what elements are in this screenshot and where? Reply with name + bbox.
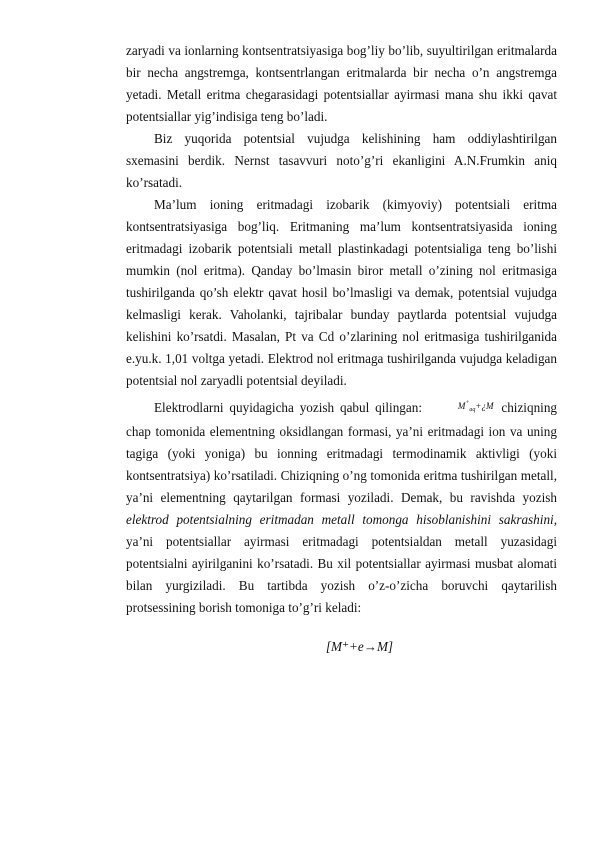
paragraph-4: [126, 392, 557, 619]
paragraph-2: Biz yuqorida potentsial vujudga kelishining ham oddiylashtirilgan sxemasini berdik. Nernst tasavvuri noto’g’ri ekanligini A.N.Frumkin aniq ko’rsatadi.: [126, 131, 557, 190]
paragraph-4-italic: elektrod potentsialning eritmadan metall tomonga hisoblanishini sakrashini,: [126, 512, 557, 527]
inline-formula: [430, 392, 494, 421]
formula-sub: aq: [469, 407, 476, 413]
paragraph-4-intro: Elektrodlarni quyidagicha yozish qabul qilingan:: [154, 400, 428, 415]
formula-sup: +: [465, 400, 470, 406]
formula-rest: +¿M: [475, 401, 494, 411]
paragraph-3: Ma’lum ioning eritmadagi izobarik (kimyoviy) potentsiali eritma kontsentratsiyasiga bog’liq. Eritmaning ma’lum kontsentratsiyasida ioning eritmadagi izobarik potentsiali metall plastinkadagi potentsialiga teng bo’lishi mumkin (nol eritma). Qanday bo’lmasin biror metall o’zining nol eritmasiga tushirilganda qo’sh elektr qavat hosil bo’lmasligi va demak, potentsial vujudga kelmasligi kerak. Vaholanki, tajribalar bunday paytlarda potentsial vujudga kelishini ko’rsatdi. Masalan, Pt va Cd o’zlarining nol eritmasiga tushirilganida e.yu.k. 1,01 voltga yetadi. Elektrod nol eritmaga tushirilganda vujudga keladigan potentsial nol zaryadli potentsial deyiladi.: [126, 197, 557, 388]
paragraph-4-end: ya’ni potentsiallar ayirmasi eritmadagi potentsialdan metall yuzasidagi potentsialni ayirilganini ko’rsatadi. Bu xil potentsiallar ayirmasi musbat alomati bilan yurgiziladi. Bu tartibda yozish o’z-o’zicha boruvchi qaytarilish protsessining borish tomoniga to’g’ri keladi:: [126, 534, 557, 615]
reaction-equation: [M⁺+e→M]: [325, 639, 394, 654]
paragraph-4-body: chiziqning chap tomonida elementning oksidlangan formasi, ya’ni eritmadagi ion va uning tagiga (yoki yoniga) bu ionning eritmadagi termodinamik aktivligi (yoki kontsentratsiya) ko’rsatiladi. Chiziqning o’ng tomonida eritma tushirilgan metall, ya’ni elementning qaytarilgan formasi yoziladi. Demak, bu ravishda yozish: [126, 400, 558, 505]
paragraph-1: zaryadi va ionlarning kontsentratsiyasiga bog’liy bo’lib, suyultirilgan eritmalarda bir necha angstremga, kontsentrlangan eritmalarda bir necha o’n angstremga yetadi. Metall eritma chegarasidagi potentsiallar ayirmasi mana shu ikki qavat potentsiallar yig’indisiga teng bo’ladi.: [126, 43, 557, 124]
text-body: [126, 40, 557, 658]
formula-base: M: [457, 401, 466, 411]
